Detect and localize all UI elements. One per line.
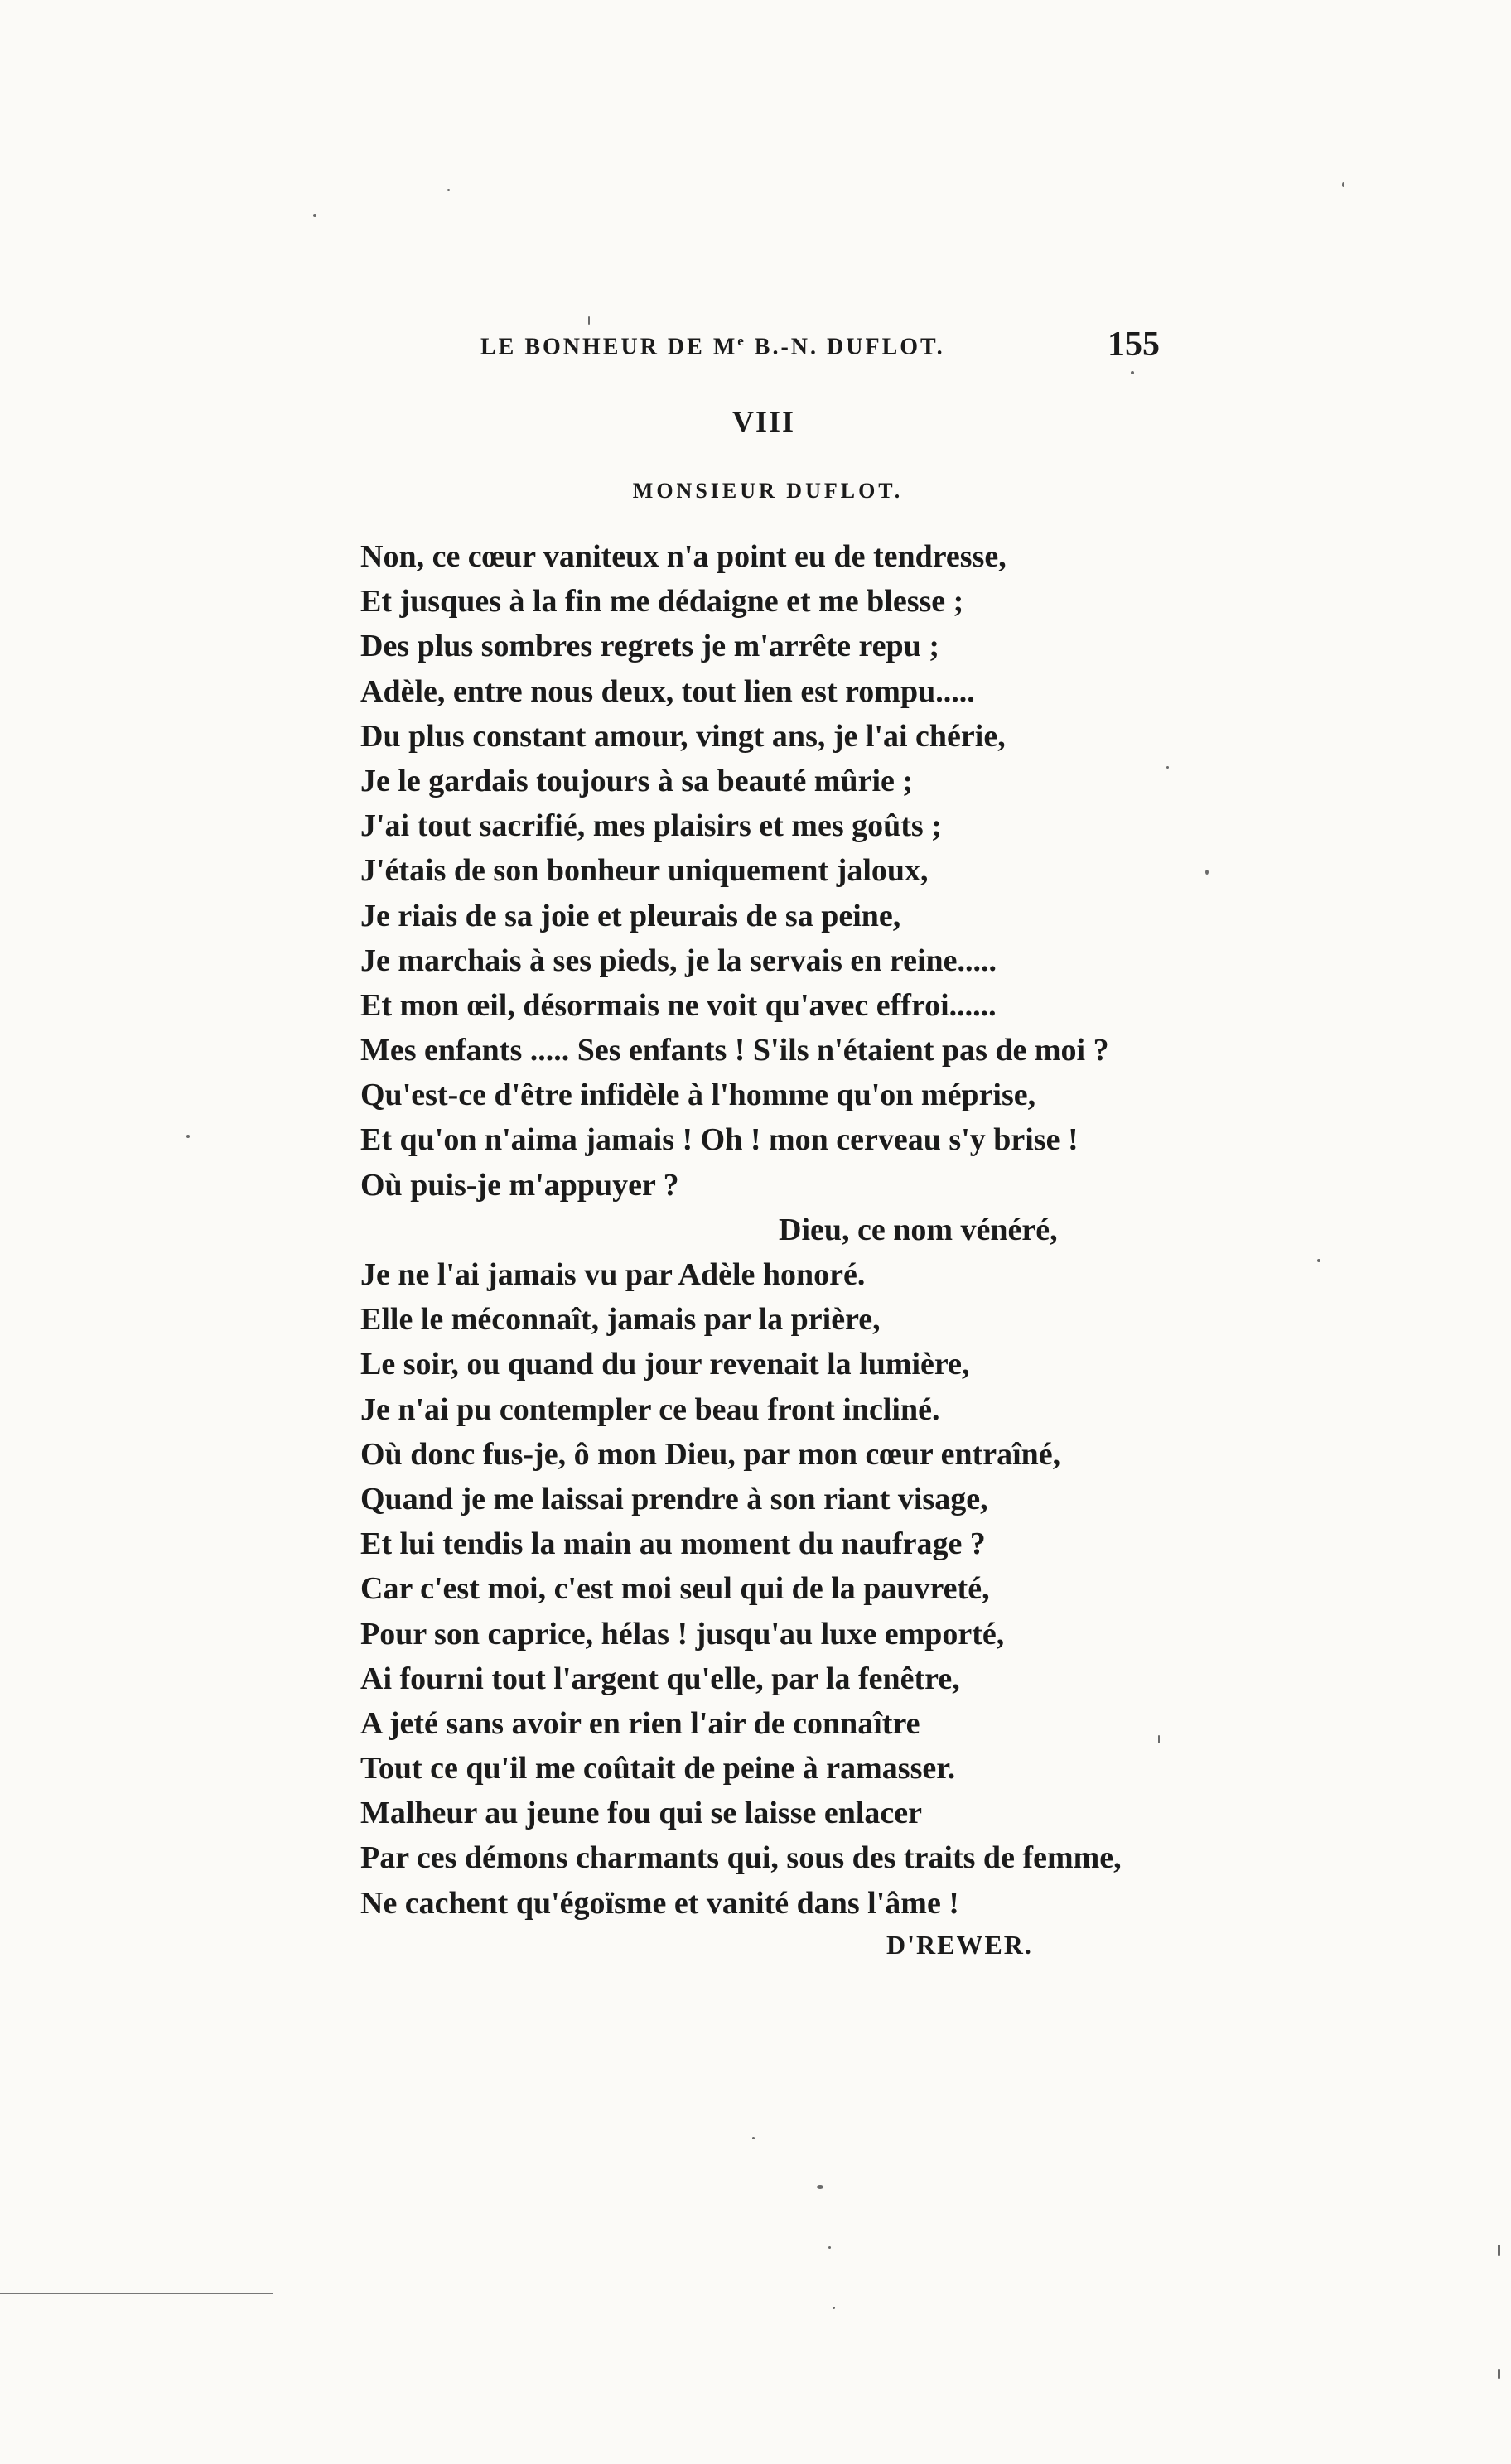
verse-line: A jeté sans avoir en rien l'air de connaître — [360, 1705, 920, 1741]
verse-line: Le soir, ou quand du jour revenait la lumière, — [360, 1347, 970, 1382]
page-number: 155 — [1108, 325, 1160, 364]
verse-line: Et jusques à la fin me dédaigne et me blesse ; — [360, 584, 964, 620]
poem-body — [360, 534, 1189, 1926]
scan-speck — [1166, 766, 1169, 769]
verse-line: Du plus constant amour, vingt ans, je l'ai chérie, — [360, 718, 1006, 754]
verse-line: Je riais de sa joie et pleurais de sa peine, — [360, 898, 901, 933]
verse-line: Je n'ai pu contempler ce beau front incliné. — [360, 1391, 940, 1427]
running-head — [472, 325, 1160, 366]
scan-speck — [1205, 870, 1209, 875]
chapter-number: VIII — [731, 405, 796, 438]
verse-line: Et mon œil, désormais ne voit qu'avec effroi...... — [360, 987, 997, 1023]
scan-speck — [1158, 1735, 1160, 1743]
running-title — [480, 333, 945, 360]
scan-speck — [817, 2185, 823, 2189]
poem-title: MONSIEUR DUFLOT. — [632, 479, 904, 503]
verse-line: Ai fourni tout l'argent qu'elle, par la fenêtre, — [360, 1661, 960, 1696]
verse-line: Et qu'on n'aima jamais ! Oh ! mon cerveau s'y brise ! — [360, 1122, 1079, 1158]
scan-speck — [1342, 182, 1344, 187]
running-title-main: LE BONHEUR DE M — [480, 334, 738, 360]
scan-speck — [1498, 2245, 1500, 2256]
scan-speck — [752, 2137, 755, 2139]
verse-line: Quand je me laissai prendre à son riant visage, — [360, 1481, 988, 1516]
verse-line: J'ai tout sacrifié, mes plaisirs et mes goûts ; — [360, 808, 942, 844]
verse-line: Mes enfants ..... Ses enfants ! S'ils n'étaient pas de moi ? — [360, 1033, 1109, 1068]
verse-line: Elle le méconnaît, jamais par la prière, — [360, 1302, 881, 1338]
running-title-rest: B.-N. DUFLOT. — [746, 334, 945, 360]
footer-rule — [0, 2293, 273, 2294]
scan-speck — [1498, 2369, 1500, 2379]
scan-speck — [447, 189, 450, 191]
verse-line: Ne cachent qu'égoïsme et vanité dans l'âme ! — [360, 1885, 959, 1921]
scan-speck — [186, 1135, 190, 1138]
scan-speck — [588, 316, 590, 325]
verse-line: Où puis-je m'appuyer ? — [360, 1167, 679, 1203]
verse-line: J'étais de son bonheur uniquement jaloux, — [360, 853, 929, 889]
scan-speck — [833, 2307, 835, 2309]
scan-speck — [1317, 1259, 1320, 1262]
verse-line: Pour son caprice, hélas ! jusqu'au luxe emporté, — [360, 1616, 1005, 1652]
verse-line-indented: Dieu, ce nom vénéré, — [779, 1212, 1058, 1247]
scan-speck — [1131, 371, 1134, 374]
verse-line: Adèle, entre nous deux, tout lien est rompu..... — [360, 673, 975, 709]
running-title-superscript: e — [737, 333, 746, 349]
verse-line: Et lui tendis la main au moment du naufrage ? — [360, 1526, 986, 1562]
verse-line: Par ces démons charmants qui, sous des traits de femme, — [360, 1840, 1122, 1876]
verse-line: Qu'est-ce d'être infidèle à l'homme qu'on méprise, — [360, 1078, 1036, 1113]
verse-line: Je ne l'ai jamais vu par Adèle honoré. — [360, 1257, 866, 1292]
verse-line: Malheur au jeune fou qui se laisse enlacer — [360, 1796, 923, 1831]
verse-line: Où donc fus-je, ô mon Dieu, par mon cœur entraîné, — [360, 1436, 1061, 1472]
verse-line: Non, ce cœur vaniteux n'a point eu de tendresse, — [360, 539, 1007, 574]
verse-line: Des plus sombres regrets je m'arrête repu ; — [360, 629, 939, 664]
verse-line: Tout ce qu'il me coûtait de peine à ramasser. — [360, 1751, 956, 1787]
verse-line: Car c'est moi, c'est moi seul qui de la pauvreté, — [360, 1571, 990, 1607]
verse-line: Je marchais à ses pieds, je la servais en reine..... — [360, 943, 997, 978]
scan-speck — [313, 214, 316, 217]
scan-speck — [828, 2246, 831, 2249]
author-signature: D'REWER. — [886, 1930, 1033, 1960]
verse-line: Je le gardais toujours à sa beauté mûrie ; — [360, 763, 914, 798]
